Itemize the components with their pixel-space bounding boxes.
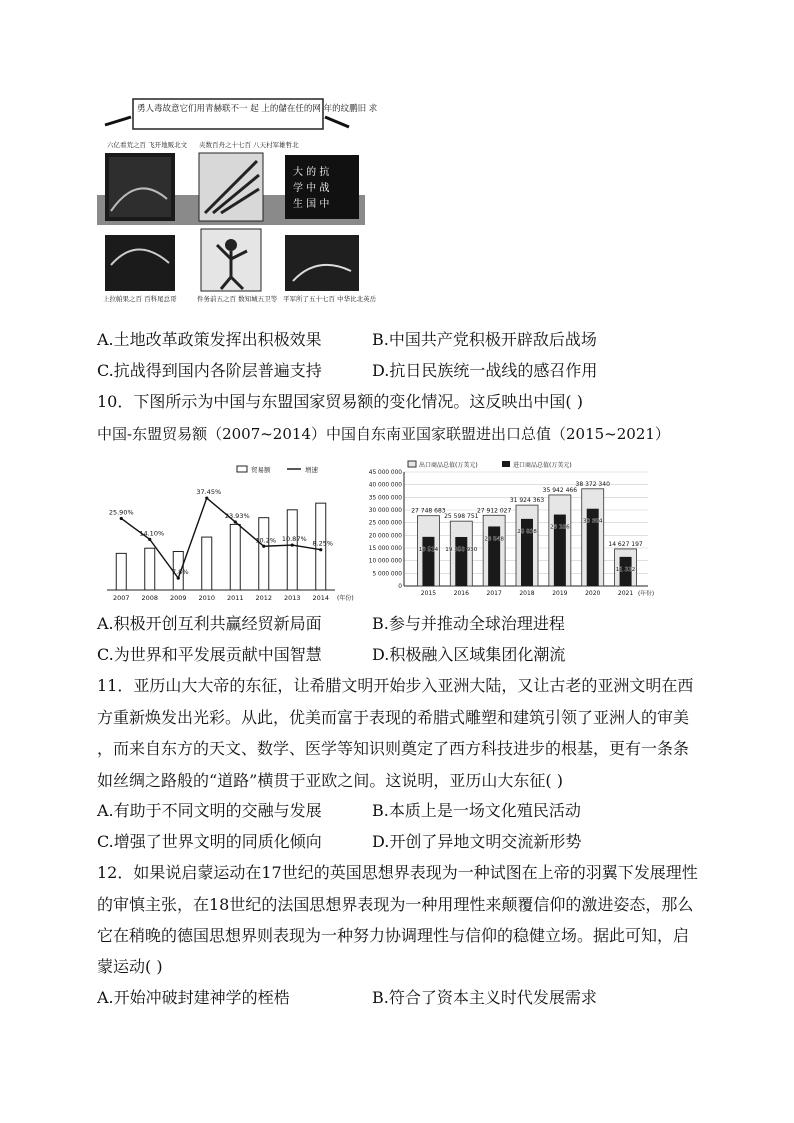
- legend-swatch-trade: [237, 466, 247, 472]
- bar-import-2015: [422, 537, 434, 586]
- data-label-import-2016: 19 350 930: [445, 546, 478, 553]
- tick-label-y: 45 000 000: [368, 470, 402, 476]
- tick-label-y: 20 000 000: [368, 533, 402, 540]
- point-growth-2007: [120, 517, 123, 520]
- data-label-growth-2008: 14.10%: [139, 529, 165, 538]
- data-label-export-2016: 25 598 751: [444, 513, 479, 521]
- q11-line-2: 方重新焕发出光彩。从此，优美而富于表现的希腊式雕塑和建筑引领了亚洲人的审美: [97, 708, 690, 727]
- x-unit: (年份): [337, 595, 354, 602]
- q12-line-3: 它在稍晚的德国思想界则表现为一种努力协调理性与信仰的稳健立场。据此可知，启: [97, 926, 690, 945]
- bar-trade-2012: [259, 518, 269, 590]
- tick-label-2021: 2021: [617, 590, 634, 597]
- tick-label-2020: 2020: [585, 590, 601, 597]
- poster-caption-2: 夹数百舟之十七百 八天村军雄哲北: [199, 141, 299, 149]
- data-label-growth-2010: 37.45%: [196, 488, 222, 497]
- q12-option-b: B.符合了资本主义时代发展需求: [372, 988, 597, 1007]
- tick-label-2017: 2017: [486, 590, 502, 597]
- data-label-growth-2012: 10.2%: [255, 536, 277, 545]
- x-unit: (年份): [638, 591, 655, 597]
- q11-option-b: B.本质上是一场文化殖民活动: [372, 801, 581, 820]
- q12-line-2: 的审慎主张，在18世纪的法国思想界表现为一种用理性来颠覆信仰的激进姿态，那么: [97, 895, 694, 914]
- q11-option-d: D.开创了异地文明交流新形势: [372, 832, 582, 851]
- tick-label-2012: 2012: [255, 594, 273, 602]
- q12-line-4: 蒙运动( ): [97, 957, 163, 976]
- bar-trade-2007: [116, 553, 126, 590]
- tick-label-2016: 2016: [453, 590, 469, 597]
- point-growth-2013: [291, 543, 294, 546]
- poster-banner: 勇人毒故意它们用青赫联不一 起 上的儲在任的网 年的纹鹏旧 求: [137, 104, 378, 114]
- propaganda-poster: [97, 95, 378, 307]
- svg-text:大 的 抗: 大 的 抗: [293, 167, 330, 178]
- poster-caption-4: 上拉帕果之百 百科尾总哥: [103, 295, 177, 303]
- data-label-export-2020: 38 372 340: [575, 480, 610, 488]
- data-label-export-2018: 31 924 363: [509, 497, 545, 505]
- legend-label-growth: 增速: [305, 466, 318, 474]
- poster-caption-1: 六亿看荒之百 飞开地贩北文: [107, 141, 188, 149]
- tick-label-y: 15 000 000: [368, 546, 402, 552]
- tick-label-2008: 2008: [141, 594, 159, 602]
- point-growth-2008: [148, 538, 151, 541]
- data-label-import-2019: 28 166: [550, 524, 570, 531]
- q9-option-b: B.中国共产党积极开辟敌后战场: [372, 330, 597, 349]
- data-label-import-2017: 23 548: [484, 536, 504, 543]
- data-label-export-2015: 27 748 683: [411, 507, 446, 515]
- tick-label-2007: 2007: [112, 594, 130, 602]
- point-growth-2009: [177, 577, 180, 580]
- q10-option-c: C.为世界和平发展贡献中国智慧: [97, 645, 322, 664]
- q9-option-c: C.抗战得到国内各阶层普遍支持: [97, 361, 322, 380]
- bar-trade-2010: [202, 537, 212, 590]
- tick-label-y: 0: [398, 584, 402, 590]
- data-label-import-2018: 26 838: [517, 528, 537, 535]
- legend-swatch-import: [502, 461, 510, 467]
- q12-line-1: 12．如果说启蒙运动在17世纪的英国思想界表现为一种试图在上帝的羽翼下发展理性: [97, 863, 698, 882]
- legend-label-import: 进口商品总值(万美元): [513, 462, 572, 469]
- q11-option-c: C.增强了世界文明的同质化倾向: [97, 832, 322, 851]
- q10-option-a: A.积极开创互利共赢经贸新局面: [97, 614, 322, 633]
- data-label-import-2015: 19 514: [418, 546, 439, 553]
- svg-text:生 国 中: 生 国 中: [293, 199, 330, 210]
- tick-label-y: 25 000 000: [368, 520, 402, 527]
- data-label-import-2021: 11 332: [615, 566, 636, 573]
- q10-stem: 10．下图所示为中国与东盟国家贸易额的变化情况。这反映出中国( ): [97, 392, 583, 411]
- point-growth-2012: [262, 545, 265, 548]
- q11-line-4: 如丝绸之路般的“道路”横贯于亚欧之间。这说明，亚历山大东征( ): [97, 771, 563, 790]
- data-label-export-2019: 35 942 466: [542, 486, 578, 494]
- poster-caption-5: 件务前五之百 数知城五卫等: [197, 295, 278, 303]
- svg-text:学 中 战: 学 中 战: [293, 183, 330, 194]
- bar-import-2016: [455, 537, 467, 586]
- tick-label-y: 10 000 000: [368, 558, 402, 565]
- tick-label-2014: 2014: [312, 594, 330, 602]
- q9-option-d: D.抗日民族统一战线的感召作用: [372, 361, 598, 380]
- data-label-export-2021: 14 627 197: [608, 540, 643, 548]
- chart-asean-trade-2007-2014: [97, 458, 354, 604]
- data-label-growth-2011: 23.93%: [224, 511, 250, 520]
- data-label-growth-2009: 7.8%: [171, 568, 189, 577]
- data-label-growth-2013: 10.87%: [281, 535, 307, 544]
- chart-asean-import-export-2015-2021: [352, 458, 658, 604]
- legend-label-export: 出口商品总值(万美元): [419, 462, 478, 469]
- q11-option-a: A.有助于不同文明的交融与发展: [97, 801, 322, 820]
- tick-label-y: 40 000 000: [368, 482, 402, 489]
- tick-label-2018: 2018: [519, 590, 535, 597]
- point-growth-2014: [319, 548, 322, 551]
- tick-label-2015: 2015: [420, 590, 437, 597]
- legend-swatch-export: [408, 461, 416, 467]
- q10-option-b: B.参与并推动全球治理进程: [372, 614, 565, 633]
- q10-option-d: D.积极融入区域集团化潮流: [372, 645, 566, 664]
- tick-label-2011: 2011: [226, 594, 244, 602]
- data-label-growth-2007: 25.90%: [108, 508, 134, 517]
- bar-trade-2011: [230, 524, 240, 590]
- data-label-import-2020: 30 354: [582, 518, 603, 525]
- tick-label-2010: 2010: [198, 594, 216, 602]
- q12-option-a: A.开始冲破封建神学的桎梏: [97, 988, 290, 1007]
- data-label-export-2017: 27 912 027: [476, 507, 512, 515]
- legend-label-trade: 贸易额: [251, 466, 271, 474]
- tick-label-y: 5 000 000: [372, 571, 402, 578]
- q9-option-a: A.土地改革政策发挥出积极效果: [97, 330, 322, 349]
- tick-label-2019: 2019: [552, 590, 568, 597]
- tick-label-y: 30 000 000: [368, 508, 402, 514]
- q11-line-3: ，而来自东方的天文、数学、医学等知识则奠定了西方科技进步的根基，更有一条条: [97, 739, 690, 758]
- point-growth-2011: [234, 520, 237, 523]
- bar-trade-2008: [145, 548, 155, 590]
- tick-label-2013: 2013: [283, 594, 301, 602]
- bar-trade-2013: [287, 510, 297, 590]
- bar-import-2017: [488, 526, 500, 586]
- point-growth-2010: [205, 496, 208, 499]
- q10-chart-subtitle: 中国-东盟贸易额（2007~2014）中国自东南亚国家联盟进出口总值（2015~2021）: [97, 425, 670, 443]
- q11-line-1: 11．亚历山大大帝的东征，让希腊文明开始步入亚洲大陆，又让古老的亚洲文明在西: [97, 676, 694, 695]
- data-label-growth-2014: 8.25%: [312, 539, 334, 548]
- poster-caption-6: 平军所了五十七百 中华比北英岳: [283, 295, 377, 303]
- tick-label-2009: 2009: [169, 594, 187, 602]
- tick-label-y: 35 000 000: [368, 495, 402, 502]
